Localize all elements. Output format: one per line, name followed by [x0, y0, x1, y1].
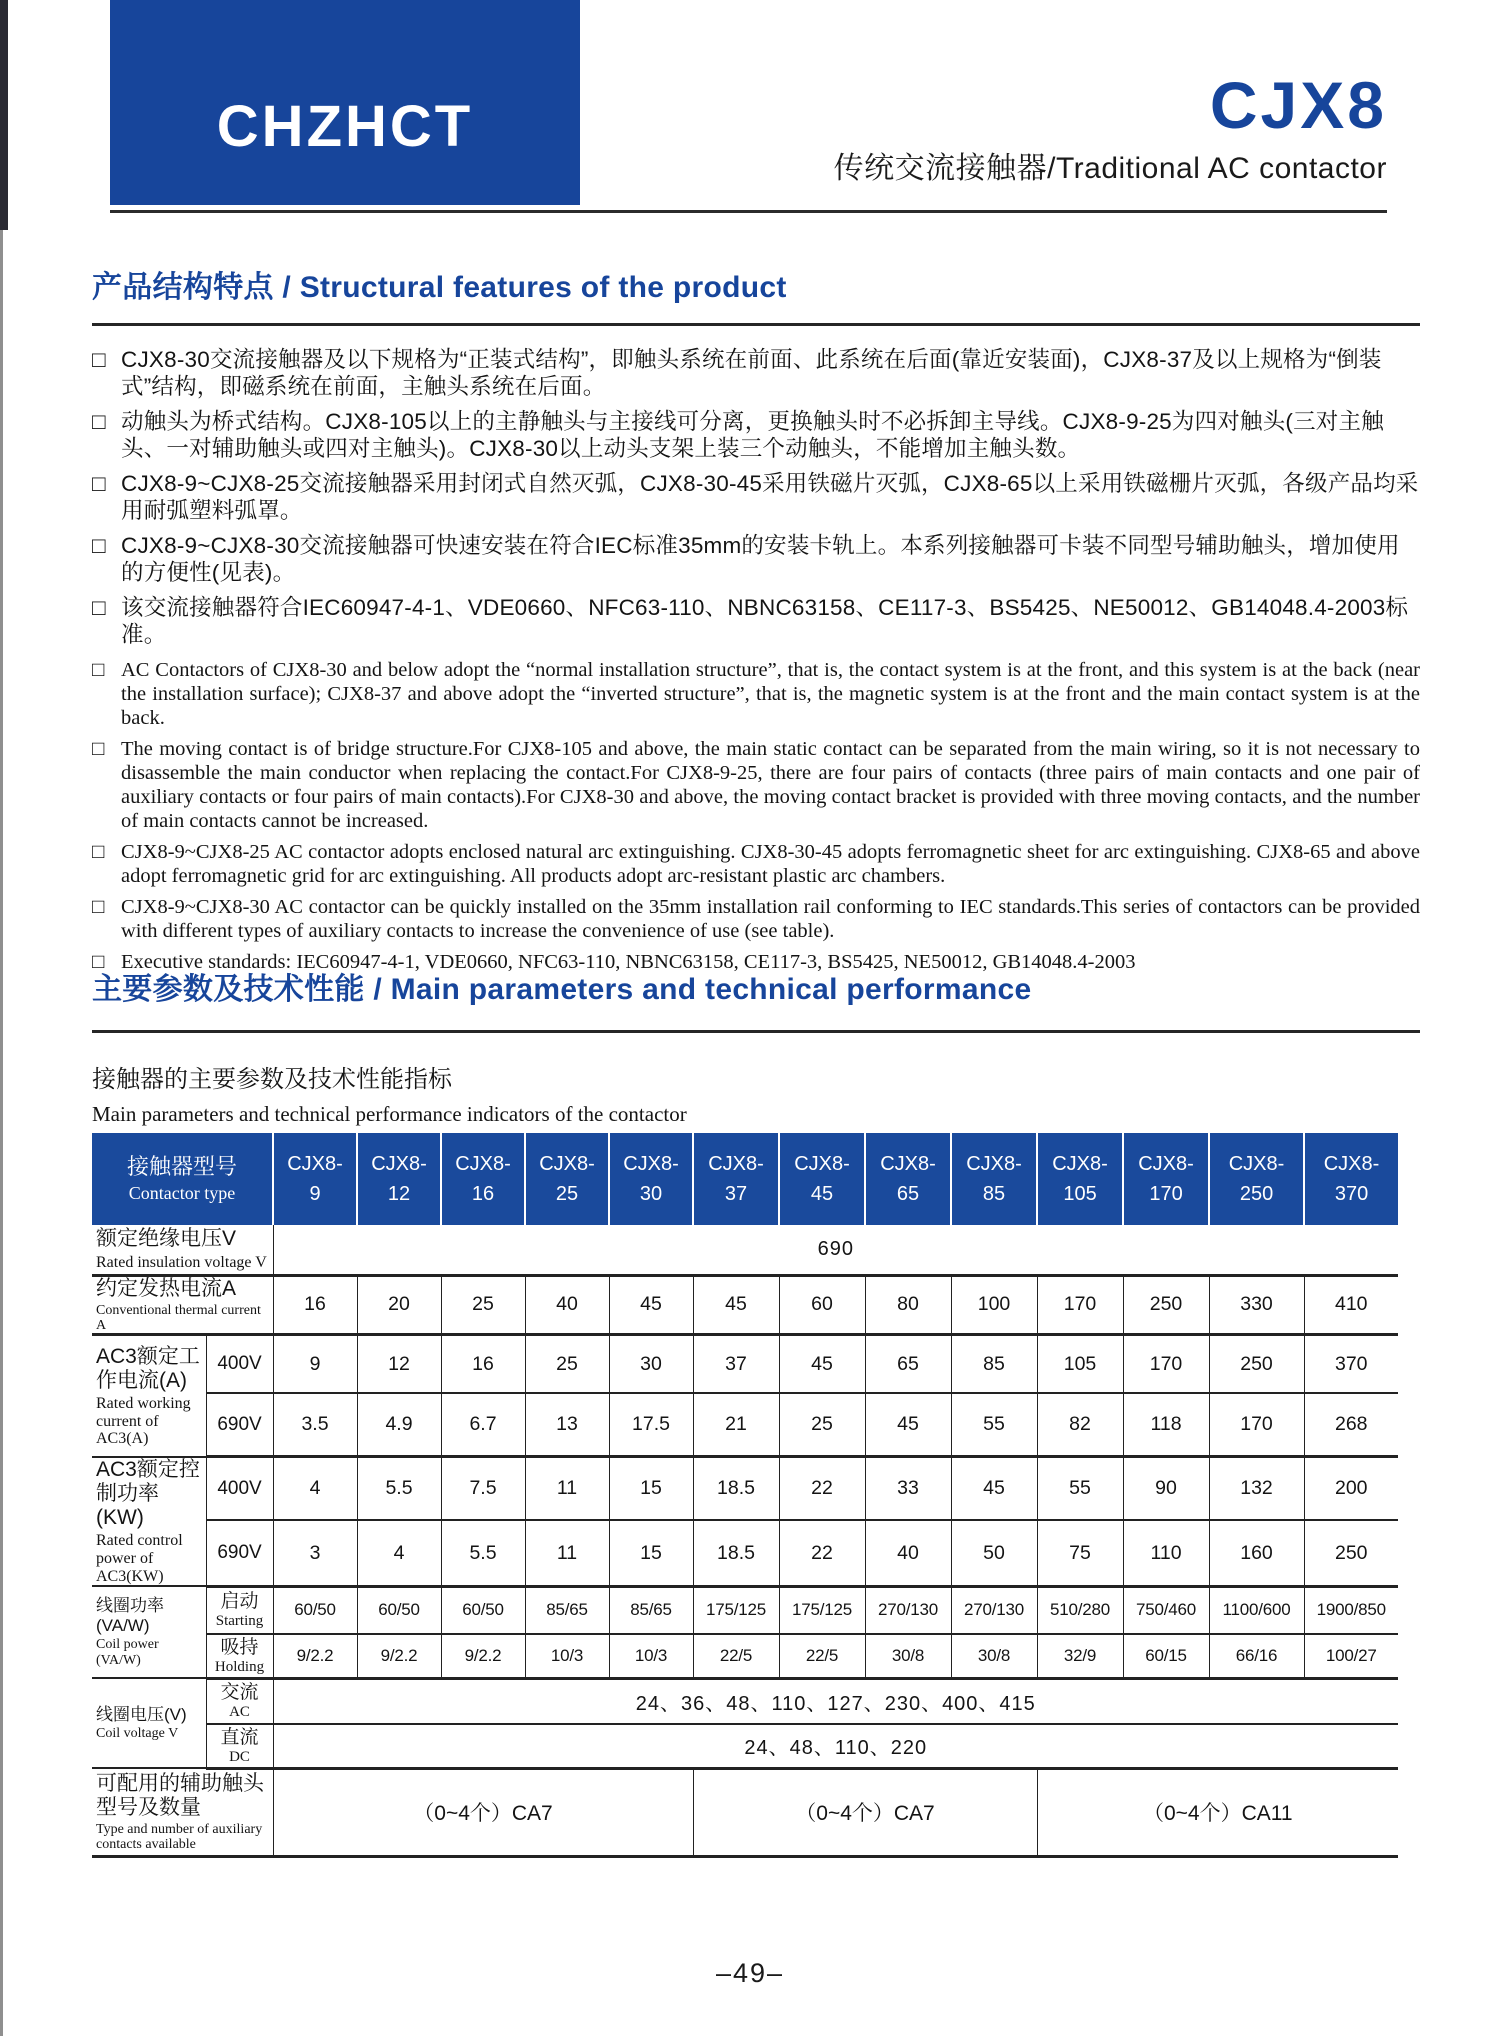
value-cell: 66/16: [1209, 1634, 1304, 1678]
value-cell: 9/2.2: [357, 1634, 441, 1678]
value-cell: 17.5: [609, 1393, 693, 1457]
parameters-table-wrap: [92, 1133, 1398, 1858]
row-label: [92, 1678, 206, 1768]
row-label-en: Rated working current of AC3(A): [96, 1394, 191, 1448]
value-cell: 4: [273, 1457, 357, 1521]
row-label-zh: 型号及数量: [96, 1795, 201, 1819]
value-cell: 4.9: [357, 1393, 441, 1457]
value-cell: 132: [1209, 1457, 1304, 1521]
row-coil-power-holding: [92, 1634, 1398, 1678]
row-label-zh: 线圈功率(VA/W): [96, 1596, 164, 1635]
value-cell: 160: [1209, 1520, 1304, 1586]
section-main-parameters: [92, 950, 1420, 1127]
section-divider: [92, 1030, 1420, 1033]
column-header-model: CJX8- 30: [609, 1133, 693, 1225]
value-cell: 105: [1037, 1335, 1123, 1393]
value-cell: 22: [779, 1520, 865, 1586]
bullet-item: [92, 658, 1420, 730]
row-label-en: Rated control power of AC3(KW): [96, 1532, 183, 1585]
bullet-item: [92, 470, 1420, 524]
value-cell: 18.5: [693, 1520, 779, 1586]
value-cell: 250: [1304, 1520, 1398, 1586]
value-cell: 10/3: [609, 1634, 693, 1678]
value-cell: 20: [357, 1275, 441, 1335]
value-cell: 16: [273, 1275, 357, 1335]
section-heading: 主要参数及技术性能 / Main parameters and technical performance: [92, 973, 1032, 1006]
value-cell: 45: [779, 1335, 865, 1393]
row-label: [92, 1335, 206, 1457]
brand-logo-text: CHZHCT: [216, 94, 474, 159]
sub-label-ac: [206, 1678, 273, 1724]
value-cell: 60/50: [441, 1586, 525, 1634]
value-cell: 90: [1123, 1457, 1209, 1521]
value-cell: 24、48、110、220: [273, 1724, 1398, 1768]
bullet-text: CJX8-9~CJX8-25 AC contactor adopts enclosed natural arc extinguishing. CJX8-30-45 adopts ferromagnetic sheet for arc extinguishing. CJX8-65 and above adopt ferromagnetic grid for arc extinguishing. All products adopt arc-resistant plastic arc chambers.: [121, 841, 1420, 887]
contactor-type-header: [92, 1133, 273, 1225]
value-cell: 45: [865, 1393, 951, 1457]
value-cell: 9: [273, 1335, 357, 1393]
aux-contacts-group-2: （0~4个）CA7: [693, 1768, 1037, 1856]
value-cell: 9/2.2: [273, 1634, 357, 1678]
value-cell: 175/125: [693, 1586, 779, 1634]
value-cell: 3.5: [273, 1393, 357, 1457]
bullet-square-icon: □: [92, 595, 106, 620]
value-cell: 85/65: [525, 1586, 609, 1634]
value-cell: 22/5: [693, 1634, 779, 1678]
bullet-square-icon: □: [92, 841, 105, 863]
column-header-model: CJX8- 12: [357, 1133, 441, 1225]
bullet-square-icon: □: [92, 347, 106, 372]
value-cell: 55: [1037, 1457, 1123, 1521]
row-working-current-690v: [92, 1393, 1398, 1457]
value-cell: 11: [525, 1457, 609, 1521]
value-cell: 12: [357, 1335, 441, 1393]
bullet-square-icon: □: [92, 409, 106, 434]
column-header-model: CJX8- 25: [525, 1133, 609, 1225]
row-label-en: Coil voltage V: [96, 1726, 179, 1742]
row-insulation-voltage: [92, 1225, 1398, 1275]
value-cell: 330: [1209, 1275, 1304, 1335]
value-cell: 32/9: [1037, 1634, 1123, 1678]
row-label: [92, 1275, 273, 1335]
value-cell: 100: [951, 1275, 1037, 1335]
value-cell: 22: [779, 1457, 865, 1521]
value-cell: 690: [273, 1225, 1398, 1275]
sub-label-holding: [206, 1634, 273, 1678]
value-cell: 13: [525, 1393, 609, 1457]
value-cell: 60/50: [273, 1586, 357, 1634]
value-cell: 30: [609, 1335, 693, 1393]
row-label-zh: AC3额定工作电流(A): [96, 1344, 200, 1392]
row-control-power-400v: [92, 1457, 1398, 1521]
aux-contacts-group-1: （0~4个）CA7: [273, 1768, 693, 1856]
value-cell: 100/27: [1304, 1634, 1398, 1678]
scan-edge-corner: [0, 0, 8, 230]
value-cell: 270/130: [865, 1586, 951, 1634]
column-header-model: CJX8- 45: [779, 1133, 865, 1225]
bullet-square-icon: □: [92, 896, 105, 918]
value-cell: 15: [609, 1457, 693, 1521]
value-cell: 270/130: [951, 1586, 1037, 1634]
value-cell: 268: [1304, 1393, 1398, 1457]
value-cell: 15: [609, 1520, 693, 1586]
row-coil-voltage-dc: [92, 1724, 1398, 1768]
column-header-model: CJX8- 65: [865, 1133, 951, 1225]
value-cell: 30/8: [951, 1634, 1037, 1678]
section-divider: [92, 323, 1420, 326]
bullet-item: [92, 594, 1420, 648]
value-cell: 3: [273, 1520, 357, 1586]
column-header-model: CJX8- 250: [1209, 1133, 1304, 1225]
value-cell: 170: [1037, 1275, 1123, 1335]
sub-label-400v: 400V: [206, 1335, 273, 1393]
row-working-current-400v: [92, 1335, 1398, 1393]
bullet-item: [92, 532, 1420, 586]
value-cell: 25: [779, 1393, 865, 1457]
value-cell: 9/2.2: [441, 1634, 525, 1678]
value-cell: 7.5: [441, 1457, 525, 1521]
value-cell: 170: [1209, 1393, 1304, 1457]
value-cell: 45: [609, 1275, 693, 1335]
column-header-model: CJX8- 16: [441, 1133, 525, 1225]
value-cell: 60/50: [357, 1586, 441, 1634]
scan-edge-line: [0, 0, 3, 2036]
bullet-square-icon: □: [92, 738, 105, 760]
value-cell: 5.5: [357, 1457, 441, 1521]
row-label-zh: 额定绝缘电压V: [96, 1227, 237, 1251]
value-cell: 175/125: [779, 1586, 865, 1634]
sub-label-zh: 启动: [220, 1591, 259, 1613]
value-cell: 370: [1304, 1335, 1398, 1393]
bullet-text: 动触头为桥式结构。CJX8-105以上的主静触头与主接线可分离，更换触头时不必拆卸主导线。CJX8-9-25为四对触头(三对主触头、一对辅助触头或四对主触头)。CJX8-30以上动头支架上装三个动触头，不能增加主触头数。: [121, 409, 1384, 461]
page-number: –49–: [715, 1958, 785, 1988]
value-cell: 45: [951, 1457, 1037, 1521]
sub-label-zh: 吸持: [220, 1636, 259, 1658]
bullet-item: [92, 895, 1420, 943]
row-coil-power-starting: [92, 1586, 1398, 1634]
bullet-square-icon: □: [92, 659, 105, 681]
value-cell: 170: [1123, 1335, 1209, 1393]
bullet-item: [92, 737, 1420, 833]
sub-label-zh: 交流: [220, 1682, 259, 1704]
bullet-text: Executive standards: IEC60947-4-1, VDE0660, NFC63-110, NBNC63158, CE117-3, BS5425, NE50012, GB14048.4-2003: [121, 951, 1136, 973]
bullet-item: [92, 408, 1420, 462]
product-code: CJX8: [1209, 68, 1387, 142]
value-cell: 6.7: [441, 1393, 525, 1457]
column-header-model: CJX8- 37: [693, 1133, 779, 1225]
value-cell: 60: [779, 1275, 865, 1335]
value-cell: 45: [693, 1275, 779, 1335]
sub-label-en: Holding: [214, 1658, 265, 1675]
bullet-list-chinese: [92, 346, 1420, 648]
value-cell: 37: [693, 1335, 779, 1393]
row-label-zh: 约定发热电流A: [96, 1276, 237, 1300]
column-header-model: CJX8- 9: [273, 1133, 357, 1225]
row-label: [92, 1768, 273, 1856]
row-control-power-690v: [92, 1520, 1398, 1586]
sub-label-690v: 690V: [206, 1393, 273, 1457]
value-cell: 25: [441, 1275, 525, 1335]
product-subtitle: 传统交流接触器/Traditional AC contactor: [833, 152, 1387, 185]
bullet-text: 该交流接触器符合IEC60947-4-1、VDE0660、NFC63-110、NBNC63158、CE117-3、BS5425、NE50012、GB14048.4-2003标准。: [121, 595, 1409, 647]
row-label: [92, 1457, 206, 1586]
sub-label-400v: 400V: [206, 1457, 273, 1521]
row-label-en: Type and number of auxiliary contacts available: [96, 1821, 263, 1853]
value-cell: 82: [1037, 1393, 1123, 1457]
value-cell: 200: [1304, 1457, 1398, 1521]
section-structural-features: [92, 262, 1420, 981]
value-cell: 510/280: [1037, 1586, 1123, 1634]
value-cell: 85: [951, 1335, 1037, 1393]
value-cell: 750/460: [1123, 1586, 1209, 1634]
sub-label-en: DC: [229, 1748, 250, 1765]
sub-label-dc: [206, 1724, 273, 1768]
value-cell: 1900/850: [1304, 1586, 1398, 1634]
column-header-model: CJX8- 85: [951, 1133, 1037, 1225]
row-thermal-current: [92, 1275, 1398, 1335]
value-cell: 65: [865, 1335, 951, 1393]
value-cell: 55: [951, 1393, 1037, 1457]
value-cell: 250: [1209, 1335, 1304, 1393]
value-cell: 16: [441, 1335, 525, 1393]
value-cell: 60/15: [1123, 1634, 1209, 1678]
value-cell: 30/8: [865, 1634, 951, 1678]
table-intro-chinese: 接触器的主要参数及技术性能指标: [92, 1066, 452, 1093]
bullet-text: CJX8-9~CJX8-30交流接触器可快速安装在符合IEC标准35mm的安装卡轨上。本系列接触器可卡装不同型号辅助触头，增加使用的方便性(见表)。: [121, 533, 1400, 585]
bullet-item: [92, 840, 1420, 888]
sub-label-690v: 690V: [206, 1520, 273, 1586]
row-coil-voltage-ac: [92, 1678, 1398, 1724]
bullet-text: The moving contact is of bridge structure.For CJX8-105 and above, the main static contact can be separated from the main wiring, so it is not necessary to disassemble the main conductor when replacing the contact.For CJX8-9-25, there are four pairs of contacts (three pairs of main contacts and one pair of auxiliary contacts or four pairs of main contacts).For CJX8-30 and above, the moving contact bracket is provided with three moving contacts, and the number of main contacts cannot be increased.: [121, 738, 1420, 832]
value-cell: 4: [357, 1520, 441, 1586]
bullet-text: CJX8-9~CJX8-30 AC contactor can be quickly installed on the 35mm installation rail conforming to IEC standards.This series of contactors can be provided with different types of auxiliary contacts to increase the convenience of use (see table).: [121, 896, 1420, 942]
table-intro-english: Main parameters and technical performance indicators of the contactor: [92, 1102, 687, 1126]
column-header-model: CJX8- 370: [1304, 1133, 1398, 1225]
row-label-zh: AC3额定控制功率(KW): [96, 1457, 200, 1530]
column-header-model: CJX8- 170: [1123, 1133, 1209, 1225]
bullet-text: CJX8-9~CJX8-25交流接触器采用封闭式自然灭弧，CJX8-30-45采用铁磁片灭弧，CJX8-65以上采用铁磁栅片灭弧，各级产品均采用耐弧塑料弧罩。: [121, 471, 1419, 523]
value-cell: 40: [865, 1520, 951, 1586]
value-cell: 18.5: [693, 1457, 779, 1521]
aux-contacts-group-3: （0~4个）CA11: [1037, 1768, 1398, 1856]
table-header-row: [92, 1133, 1398, 1225]
value-cell: 118: [1123, 1393, 1209, 1457]
value-cell: 80: [865, 1275, 951, 1335]
value-cell: 5.5: [441, 1520, 525, 1586]
row-label-zh: 可配用的辅助触头: [96, 1771, 264, 1795]
value-cell: 24、36、48、110、127、230、400、415: [273, 1678, 1398, 1724]
bullet-square-icon: □: [92, 471, 106, 496]
column-header-model: CJX8- 105: [1037, 1133, 1123, 1225]
row-label-en: Coil power (VA/W): [96, 1637, 159, 1668]
section-heading: 产品结构特点 / Structural features of the product: [92, 271, 787, 304]
contactor-type-en: Contactor type: [128, 1182, 236, 1203]
bullet-square-icon: □: [92, 951, 105, 973]
sub-label-en: Starting: [215, 1613, 264, 1630]
value-cell: 11: [525, 1520, 609, 1586]
value-cell: 22/5: [779, 1634, 865, 1678]
bullet-text: AC Contactors of CJX8-30 and below adopt the “normal installation structure”, that is, the contact system is at the front, and this system is at the back (near the installation surface); CJX8-37 and above adopt the “inverted structure”, that is, the magnetic system is at the front and the main contact system is at the back.: [121, 659, 1420, 729]
value-cell: 50: [951, 1520, 1037, 1586]
value-cell: 1100/600: [1209, 1586, 1304, 1634]
row-label-en: Conventional thermal current A: [96, 1302, 261, 1334]
sub-label-en: AC: [229, 1704, 250, 1721]
value-cell: 10/3: [525, 1634, 609, 1678]
title-block: [833, 68, 1387, 187]
value-cell: 40: [525, 1275, 609, 1335]
bullet-item: [92, 346, 1420, 400]
row-auxiliary-contacts: [92, 1768, 1398, 1856]
row-label: [92, 1586, 206, 1678]
value-cell: 33: [865, 1457, 951, 1521]
bullet-square-icon: □: [92, 533, 106, 558]
brand-logo: [110, 0, 580, 205]
sub-label-zh: 直流: [220, 1726, 259, 1748]
bullet-text: CJX8-30交流接触器及以下规格为“正装式结构”，即触头系统在前面、此系统在后面(靠近安装面)，CJX8-37及以上规格为“倒装式”结构，即磁系统在前面，主触头系统在后面。: [121, 347, 1382, 399]
value-cell: 21: [693, 1393, 779, 1457]
value-cell: 25: [525, 1335, 609, 1393]
row-label: [92, 1225, 273, 1275]
value-cell: 110: [1123, 1520, 1209, 1586]
row-label-en: Rated insulation voltage V: [96, 1253, 267, 1271]
bullet-list-english: [92, 658, 1420, 974]
value-cell: 75: [1037, 1520, 1123, 1586]
sub-label-starting: [206, 1586, 273, 1634]
parameters-table: [92, 1133, 1398, 1858]
value-cell: 410: [1304, 1275, 1398, 1335]
value-cell: 85/65: [609, 1586, 693, 1634]
value-cell: 250: [1123, 1275, 1209, 1335]
contactor-type-zh: 接触器型号: [127, 1154, 238, 1180]
row-label-zh: 线圈电压(V): [96, 1704, 187, 1724]
header-divider: [110, 210, 1387, 213]
